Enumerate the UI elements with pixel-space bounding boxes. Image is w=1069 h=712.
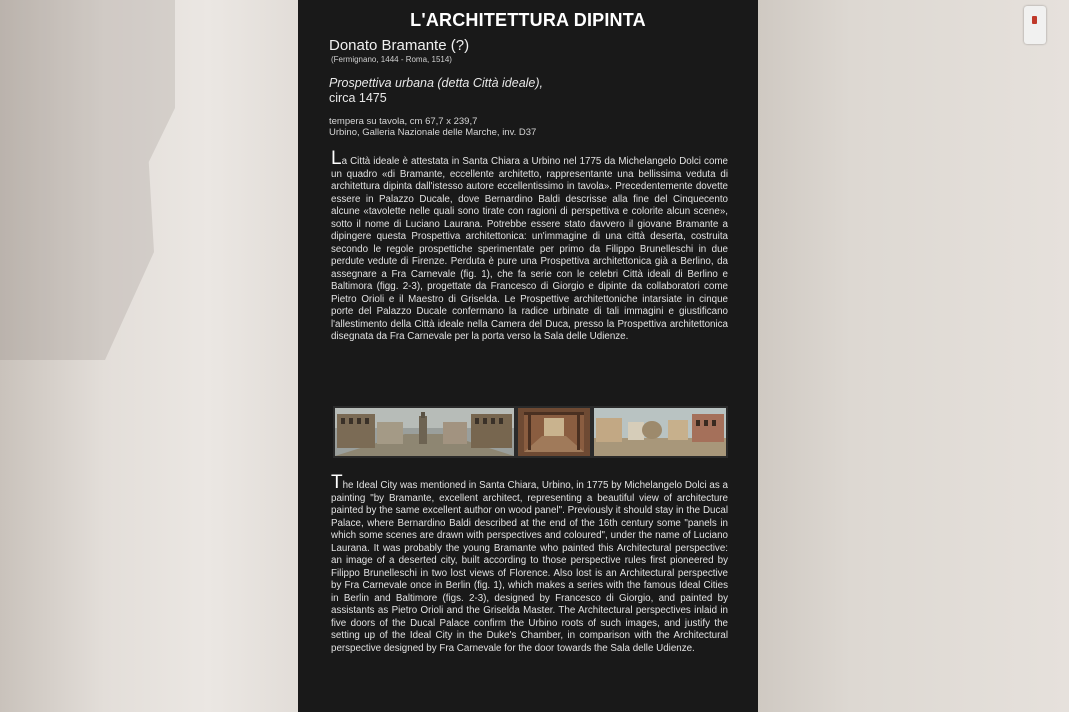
artist-dates: (Fermignano, 1444 - Roma, 1514) [331, 55, 452, 64]
description-italian-body: a Città ideale è attestata in Santa Chiara a Urbino nel 1775 da Michelangelo Dolci come un quadro «di Bramante, eccellente architetto, rappresentante una bellissima veduta di architettura dipinta dall'istesso autore eccellentissimo in tavola». Precedentemente dovette essere in Palazzo Ducale, dove Bernardino Baldi descrisse alla fine del Cinquecento alcune «tavolette nelle quali sono tirate con ragioni di perspettiva e colorite alcun scene», sotto il nome di Luciano Laurana. Potrebbe essere stato davvero il giovane Bramante a dipingere questa Prospettiva architettonica: un'immagine di una città deserta, costruita secondo le regole prospettiche sperimentate per primo da Filippo Brunelleschi in due perdute vedute di Firenze. Perduta è pure una Prospettiva architettonica già a Berlino, da assegnare a Fra Carnevale (fig. 1), che fa serie con le celebri Città ideali di Berlino e Baltimora (figg. 2-3), progettate da Francesco di Giorgio e dipinte da collaboratori come Pietro Orioli e il Maestro di Griselda. Le Prospettive architettoniche intarsiate in cinque porte del Palazzo Ducale confermano la radice urbinate di tali immagini e giustificano l'allestimento della Città ideale nella Camera del Duca, presso la Prospettiva architettonica disegnata da Fra Carnevale per la porta verso la Sala delle Udienze. [331, 156, 728, 342]
artist-name: Donato Bramante (?) [329, 37, 470, 54]
architectural-perspective-image [518, 408, 590, 456]
ideal-city-baltimore-image [594, 408, 726, 456]
artwork-title: Prospettiva urbana (detta Città ideale), [329, 76, 544, 90]
artwork-info [329, 76, 543, 106]
ideal-city-painting-image [335, 408, 514, 456]
artwork-date: circa 1475 [329, 91, 387, 105]
drop-cap-english: T [331, 472, 343, 493]
drop-cap-italian: L [331, 148, 342, 169]
description-english-body: he Ideal City was mentioned in Santa Chiara, Urbino, in 1775 by Michelangelo Dolci as a painting "by Bramante, excellent architect, representing a beautiful view of architecture painted by the same excellent author on wood panel". Previously it should stay in the Ducal Palace, where Bernardino Baldi described at the end of the 16th century some "panels in which some scenes are drawn with perspectives and coloured", under the name of Luciano Laurana. It was probably the young Bramante who painted this Architectural perspective: an image of a deserted city, built according to those perspective rules first pioneered by Filippo Brunelleschi in two lost views of Florence. Also lost is an Architectural perspective by Fra Carnevale once in Berlin (fig. 1), which makes a series with the famous Ideal Cities in Berlin and Baltimore (figs. 2-3), designed by Francesco di Giorgio, and painted by assistants as Pietro Orioli and the Griselda Master. The Architectural perspectives inlaid in five doors of the Ducal Palace confirm the Urbino roots of such images, and justify the setting up of the Ideal City in the Duke's Chamber, in comparison with the Architectural perspective designed by Fra Carnevale for the door towards the Sala delle Udienze. [331, 480, 728, 654]
artwork-location: Urbino, Galleria Nazionale delle Marche, inv. D37 [329, 127, 537, 138]
artwork-technique: tempera su tavola, cm 67,7 x 239,7 [329, 116, 478, 127]
wall-sensor-device [1024, 6, 1046, 44]
description-italian [331, 148, 728, 344]
wall-shadow [0, 0, 175, 360]
description-english [331, 472, 728, 655]
reference-images-strip [333, 406, 728, 458]
wall-right [758, 0, 1069, 712]
panel-title: L'ARCHITETTURA DIPINTA [410, 10, 646, 30]
wall-left [0, 0, 298, 712]
exhibit-panel [298, 0, 758, 712]
artwork-details [329, 116, 536, 138]
